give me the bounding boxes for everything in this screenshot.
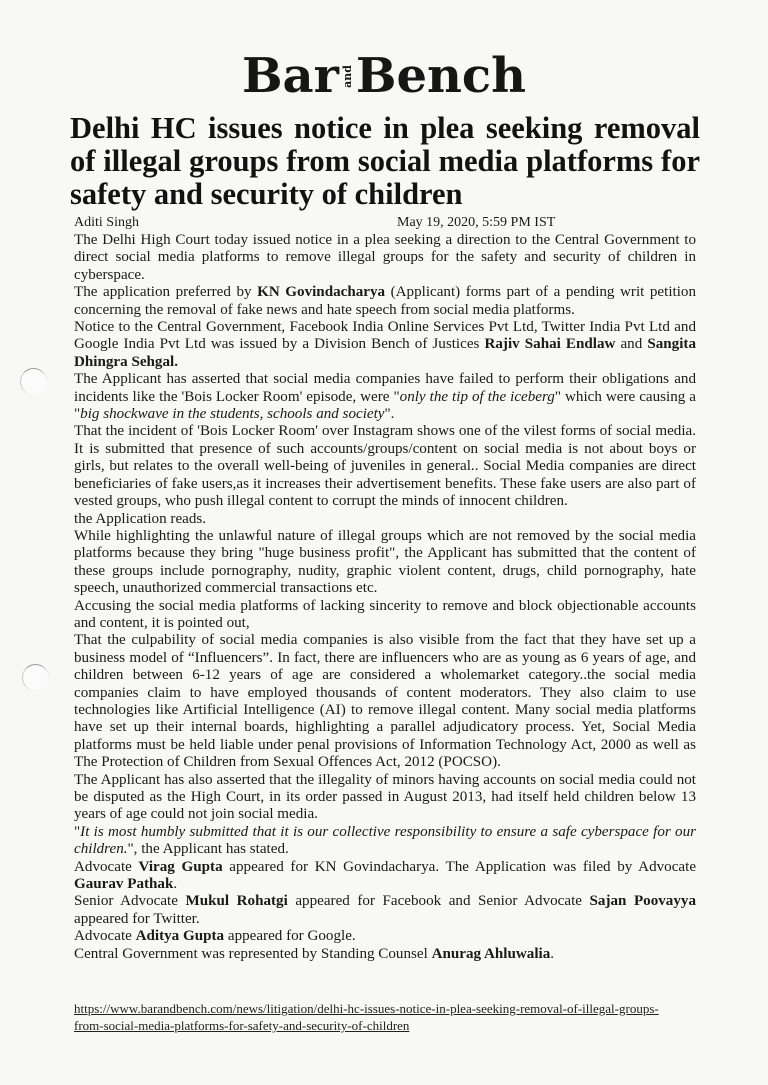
author: Aditi Singh <box>74 215 139 230</box>
applicant-name: KN Govindacharya <box>257 284 386 301</box>
article-body <box>74 232 696 963</box>
advocate-name: Aditya Gupta <box>135 928 225 945</box>
paragraph: That the culpability of social media companies is also visible from the fact that they have set up a business model of “Influencers”. In fact, there are influencers who are as young as 6 years of age, and children between 6-12 years of age are considered a wholemarket category..the social media companies claim to have employed thousands of content moderators. They also claim to use technologies like Artificial Intelligence (AI) to remove illegal content. Many social media platforms have set up their internal boards, highlighting a parallel adjudicatory process. Yet, Social Media platforms must be held liable under penal provisions of Information Technology Act, 2000 as well as The Protection of Children from Sexual Offences Act, 2012 (POCSO). <box>74 632 696 771</box>
logo-bench: Bench <box>355 48 527 104</box>
advocate-name: Mukul Rohatgi <box>185 893 288 910</box>
paragraph: Senior Advocate Mukul Rohatgi appeared for Facebook and Senior Advocate Sajan Poovayya appeared for Twitter. <box>74 893 696 927</box>
advocate-name: Sajan Poovayya <box>589 893 696 910</box>
headline: Delhi HC issues notice in plea seeking removal of illegal groups from social media platforms for safety and security of children <box>70 111 700 211</box>
logo-bar: Bar <box>241 48 339 104</box>
paragraph: Accusing the social media platforms of lacking sincerity to remove and block objectionable accounts and content, it is pointed out, <box>74 597 696 631</box>
punch-hole <box>22 664 49 691</box>
paragraph: Central Government was represented by Standing Counsel Anurag Ahluwalia. <box>74 945 555 962</box>
paragraph: That the incident of 'Bois Locker Room' over Instagram shows one of the vilest forms of social media. It is submitted that presence of such accounts/groups/content on social media is not about boys or girls, but relates to the overall well-being of juveniles in general.. Social Media companies are direct beneficiaries of fake users,as it increases their advertisement benefits. These fake users are also part of vested groups, who push illegal content to corrupt the minds of innocent children. <box>74 423 696 510</box>
quote: It is most humbly submitted that it is our collective responsibility to ensure a safe cyberspace for our children. <box>74 823 696 858</box>
advocate-name: Gaurav Pathak <box>74 876 174 893</box>
paragraph: The application preferred by KN Govindacharya (Applicant) forms part of a pending writ petition concerning the removal of fake news and hate speech from social media platforms. <box>74 284 696 318</box>
source-url-link[interactable]: https://www.barandbench.com/news/litigation/delhi-hc-issues-notice-in-plea-seeking-removal-of-illegal-groups-from-social-media-platforms-for-safety-and-security-of-children <box>74 1001 659 1033</box>
bar-and-bench-logo <box>241 48 527 104</box>
punch-hole <box>20 368 47 395</box>
paragraph: The Applicant has asserted that social media companies have failed to perform their obligations and incidents like the 'Bois Locker Room' episode, were "only the tip of the iceberg" which were causing a "big shockwave in the students, schools and society". <box>74 371 696 423</box>
masthead <box>0 48 768 104</box>
publish-date: May 19, 2020, 5:59 PM IST <box>397 215 556 230</box>
paragraph: Advocate Virag Gupta appeared for KN Govindacharya. The Application was filed by Advocate Gaurav Pathak. <box>74 858 697 893</box>
byline <box>74 215 694 233</box>
justice-name: Rajiv Sahai Endlaw <box>484 336 616 353</box>
paragraph: the Application reads. <box>74 510 207 527</box>
quote: big shockwave in the students, schools and society <box>80 406 385 423</box>
justice-name: Sangita Dhingra Sehgal <box>74 336 696 370</box>
paragraph: Notice to the Central Government, Facebook India Online Services Pvt Ltd, Twitter India Pvt Ltd and Google India Pvt Ltd was issued by a Division Bench of Justices Rajiv Sahai Endlaw and Sangita Dhingra Sehgal. <box>74 319 696 370</box>
paragraph: The Applicant has also asserted that the illegality of minors having accounts on social media could not be disputed as the High Court, in its order passed in August 2013, had itself held children below 13 years of age could not join social media. <box>74 771 696 823</box>
logo-and: and <box>340 64 354 88</box>
advocate-name: Virag Gupta <box>138 858 223 875</box>
paragraph: Advocate Aditya Gupta appeared for Google. <box>74 928 356 945</box>
counsel-name: Anurag Ahluwalia <box>431 945 551 962</box>
quote: only the tip of the iceberg <box>399 388 555 405</box>
paragraph: While highlighting the unlawful nature of illegal groups which are not removed by the social media platforms because they bring "huge business profit", the Applicant has submitted that the content of these groups include pornography, nudity, graphic violent content, drugs, child pornography, hate speech, unauthorized commercial transactions etc. <box>74 527 696 597</box>
paragraph: The Delhi High Court today issued notice in a plea seeking a direction to the Central Government to direct social media platforms to remove illegal groups for the safety and security of children in cyberspace. <box>74 232 696 283</box>
paragraph: "It is most humbly submitted that it is our collective responsibility to ensure a safe cyberspace for our children.", the Applicant has stated. <box>74 823 696 858</box>
